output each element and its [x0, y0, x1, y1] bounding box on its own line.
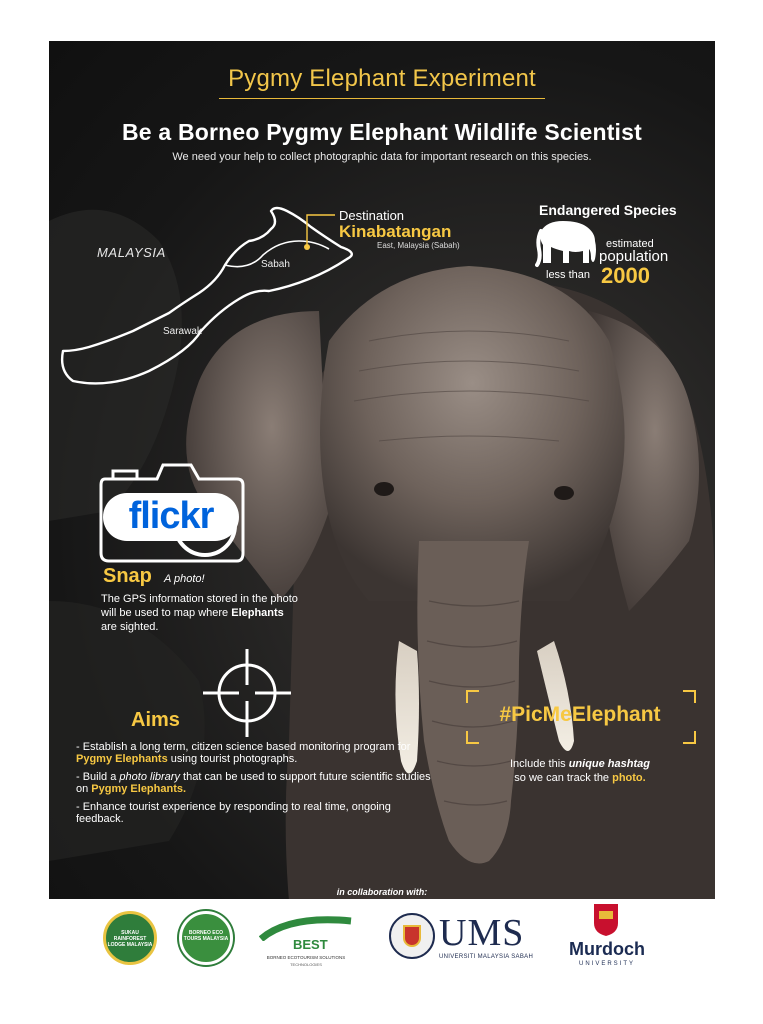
map-country-label: MALAYSIA — [97, 245, 166, 260]
endangered-title: Endangered Species — [539, 202, 677, 218]
headline: Be a Borneo Pygmy Elephant Wildlife Scientist — [121, 119, 642, 145]
destination-region: East, Malaysia (Sabah) — [377, 241, 460, 250]
partner-logos — [49, 899, 715, 982]
murdoch-crest-icon — [593, 903, 619, 937]
flickr-wordmark: flickr — [128, 495, 214, 537]
borneo-eco-tours-logo — [179, 911, 233, 965]
subline: We need your help to collect photographic data for important research on this species. — [172, 151, 592, 163]
gps-description: The GPS information stored in the photo will be used to map where Elephants are sighted. — [101, 593, 298, 633]
destination-marker — [303, 213, 337, 253]
estimated-label: estimated — [606, 238, 654, 250]
ums-logo-name: UMS — [439, 912, 525, 954]
sukau-logo-text: SUKAU RAINFOREST LODGE MALAYSIA — [107, 930, 153, 948]
hashtag: #PicMeElephant — [499, 703, 661, 726]
best-logo — [259, 911, 353, 971]
flickr-logo — [103, 493, 239, 541]
aims-list — [76, 741, 436, 831]
snap-subtitle: A photo! — [164, 573, 205, 585]
population-label: population — [599, 248, 669, 265]
elephant-silhouette-icon — [535, 219, 601, 269]
less-than-label: less than — [546, 269, 591, 281]
ums-logo-subtitle: UNIVERSITI MALAYSIA SABAH — [439, 954, 534, 960]
crosshair-icon — [199, 645, 295, 741]
aim-item: - Establish a long term, citizen science based monitoring program for Pygmy Elephants using tourist photographs. — [76, 741, 411, 765]
best-logo-subtitle: BORNEO ECOTOURISM SOLUTIONS — [266, 955, 346, 960]
map-sarawak-label: Sarawak — [163, 326, 202, 337]
poster-title: Pygmy Elephant Experiment — [228, 65, 536, 92]
hashtag-instructions: Include this unique hashtag so we can track the photo. — [510, 758, 650, 784]
aims-title: Aims — [131, 709, 180, 731]
destination-label: Destination — [339, 208, 405, 223]
population-count: 2000 — [601, 263, 650, 288]
best-logo-name: BEST — [293, 937, 328, 952]
snap-title: Snap — [103, 565, 152, 587]
best-logo-tagline: TECHNOLOGIES — [290, 962, 322, 967]
aim-item: - Build a photo library that can be used to support future scientific studies on Pygmy Elephants. — [76, 771, 431, 795]
murdoch-logo-name: Murdoch — [569, 939, 645, 959]
borneo-eco-tours-text: BORNEO ECO TOURS MALAYSIA — [183, 930, 229, 942]
destination-name: Kinabatangan — [339, 222, 452, 241]
poster — [49, 41, 715, 982]
murdoch-logo-subtitle: UNIVERSITY — [578, 961, 635, 967]
map-sabah-label: Sabah — [261, 259, 290, 270]
ums-seal-icon — [389, 913, 435, 959]
aim-item: - Enhance tourist experience by responding to real time, ongoing feedback. — [76, 801, 391, 825]
sukau-logo — [103, 911, 157, 965]
title-rule — [219, 98, 545, 99]
collaboration-label: in collaboration with: — [336, 887, 428, 897]
